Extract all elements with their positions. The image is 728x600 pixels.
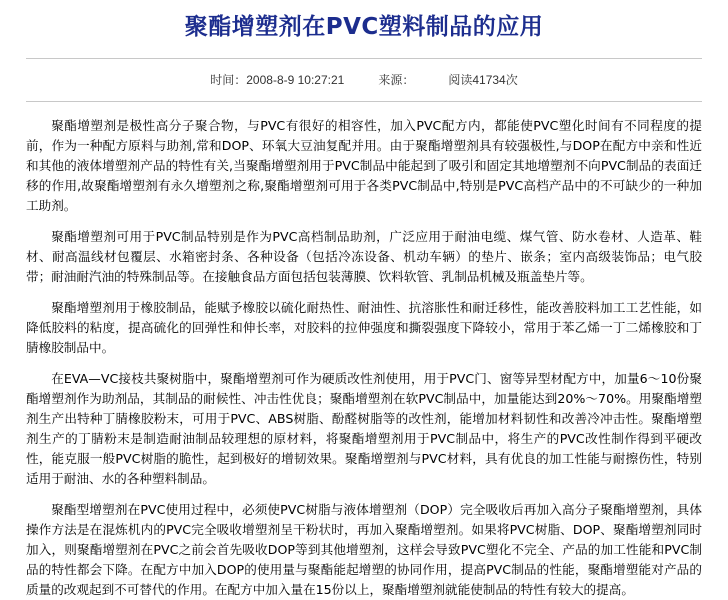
title-area bbox=[0, 0, 728, 52]
article-body bbox=[0, 102, 728, 600]
paragraph: 聚酯增塑剂可用于PVC制品特别是作为PVC高档制品助剂，广泛应用于耐油电缆、煤气管、防水卷材、人造革、鞋材、耐高温线材包覆层、水箱密封条、各种设备（包括冷冻设备、机动车辆）的垫片、嵌条；室内高级装饰品；电气胶带；耐油耐汽油的特殊制品等。在接触食品方面包括包装薄膜、饮料软管、乳制品机械及瓶盖垫片等。 bbox=[26, 228, 702, 284]
paragraph: 聚酯增塑剂是极性高分子聚合物，与PVC有很好的相容性，加入PVC配方内，都能使PVC塑化时间有不同程度的提前，作为一种配方原料与助剂,常和DOP、环氧大豆油复配并用。由于聚酯增塑剂具有较强极性,与DOP在配方中亲和性近和其他的液体增塑剂产品的特性有关,当聚酯增塑剂用于PVC制品中能起到了吸引和固定其地增塑剂不向PVC制品的表面迁移的作用,故聚酯增塑剂有永久增塑剂之称,聚酯增塑剂可用于各类PVC制品中,特别是PVC高档产品中的不可缺少的一种加工助剂。 bbox=[26, 117, 702, 213]
article-meta-inner bbox=[210, 71, 517, 88]
page-title: 聚酯增塑剂在PVC塑料制品的应用 bbox=[184, 14, 544, 40]
view-count: 阅读41734次 bbox=[448, 73, 518, 88]
paragraph: 聚酯型增塑剂在PVC使用过程中，必须使PVC树脂与液体增塑剂（DOP）完全吸收后再加入高分子聚酯增塑剂，具体操作方法是在混炼机内的PVC完全吸收增塑剂呈干粉状时，再加入聚酯增塑剂。如果将PVC树脂、DOP、聚酯增塑剂同时加入，则聚酯增塑剂在PVC之前会首先吸收DOP等到其他增塑剂，这样会导致PVC塑化不完全、产品的加工性能和PVC制品的特性都会下降。在配方中加入DOP的使用量与聚酯能起增塑的协同作用，提高PVC制品的性能，聚酯增塑能对产品的质量的改观起到不可替代的作用。在配方中加入量在15份以上，聚酯增塑剂就能使制品的特性有较大的提高。 bbox=[26, 501, 702, 597]
publish-time: 时间：2008-8-9 10:27:21 bbox=[210, 73, 345, 88]
article-meta-bar bbox=[0, 59, 728, 101]
source-label: 来源： bbox=[378, 73, 415, 88]
paragraph: 在EVA—VC接枝共聚树脂中，聚酯增塑剂可作为硬质改性剂使用，用于PVC门、窗等异型材配方中，加量6～10份聚酯增塑剂作为助剂品，其制品的耐候性、冲击性优良；聚酯增塑剂在软PVC制品中，加量能达到20%～70%。用聚酯增塑剂生产出特种丁腈橡胶粉末，可用于PVC、ABS树脂、酚醛树脂等的改性剂，能增加材料韧性和改善冷冲击性。聚酯增塑剂生产的丁腈粉末是制造耐油制品较理想的原材料，将聚酯增塑剂用于PVC制品中，将生产的PVC改性制作得到平硬改性，能克服一般PVC树脂的脆性，起到极好的增韧效果。聚酯增塑剂与PVC材料，具有优良的加工性能与耐擦伤性，特别适用于耐油、水的各种塑料制品。 bbox=[26, 370, 702, 486]
paragraph: 聚酯增塑剂用于橡胶制品，能赋予橡胶以硫化耐热性、耐油性、抗溶胀性和耐迁移性，能改善胶料加工工艺性能，如降低胶料的粘度，提高硫化的回弹性和伸长率，对胶料的拉伸强度和撕裂强度下降较小，常用于苯乙烯一丁二烯橡胶和丁腈橡胶制品中。 bbox=[26, 299, 702, 355]
